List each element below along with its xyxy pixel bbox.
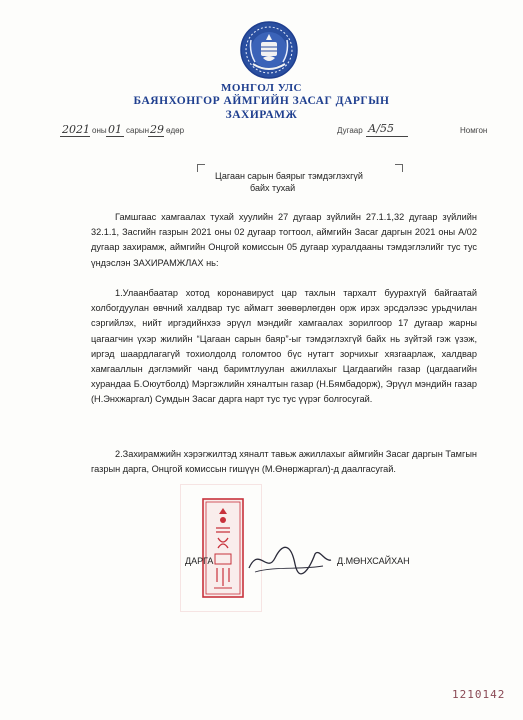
body-paragraph-2: 1.Улаанбаатар хотод коронавирусt цар тахлын тархалт буурахгүй байгаатай холбогдуулан өвчний халдвар тус аймагт зөөвөрлөгдөн орж ирэх эрсдэлээс урьдчилан сэргийлэх, нийт иргэдийнхээ эрүүл мэндийг хамгаалах зорилгоор 17 дугаар жарны цагаагчин үхэр жилийн “Цагаан сарын баяр”-ыг тэмдэглэхгүй байх нь зүйтэй гэж үзэж, иргэд шаардлагагүй тохиолдолд голомтоо бүс нутагт зорчихыг хязгаарлаж, халдвар хамгааллын дэглэмийг чанд баримтлуулан ажиллахыг Цагдаагийн газар (цагдаагийн хурандаа Б.Оюутболд) Мэргэжлийн хяналтын газар (Н.Бямбадорж), Эрүүл мэндийн газар (Н.Энхжаргал) Сумдын Засаг дарга нарт тус тус үүрэг болгосугай. [91, 288, 477, 405]
title-line-1: Цагаан сарын баярыг тэмдэглэхгүй [215, 171, 363, 181]
date-month-label: сарын [126, 126, 150, 135]
date-month-underline [106, 136, 124, 137]
country-name: МОНГОЛ УЛС [221, 82, 302, 94]
document-kind: ЗАХИРАМЖ [225, 109, 298, 121]
signatory-title: ДАРГА [185, 556, 214, 566]
date-day-label: өдөр [166, 126, 185, 135]
title-line-2: байх тухай [250, 183, 296, 193]
date-year-label: оны [92, 126, 107, 135]
date-day-handwritten: 29 [150, 123, 164, 136]
date-year-handwritten: 2021 [62, 123, 90, 136]
body-paragraph-1: Гамшгаас хамгаалах тухай хуулийн 27 дугаар зүйлийн 27.1.1,32 дугаар зүйлийн 32.1.1, Засгийн газрын 2021 оны 02 дугаар тогтоол, аймгийн Засаг даргын 2021 оны А/02 дугаар захирамж, аймгийн Онцгой комиссын 05 дугаар хуралдааны тэмдэглэлийг тус тус үндэслэн ЗАХИРАМЖЛАХ нь: [91, 212, 477, 268]
number-label: Дугаар [337, 126, 363, 135]
organization-name: БАЯНХОНГОР АЙМГИЙН ЗАСАГ ДАРГЫН [133, 95, 390, 107]
signatory-name: Д.МӨНХСАЙХАН [337, 556, 410, 566]
date-day-underline [148, 136, 164, 137]
date-year-underline [60, 136, 90, 137]
body-paragraph-3: 2.Захирамжийн хэрэгжилтэд хяналт тавьж ажиллахыг аймгийн Засаг даргын Тамгын газрын дарга, Онцгой комиссын гишүүн (М.Өнөржаргал)-д даалгасугай. [91, 449, 477, 475]
state-emblem-icon [239, 20, 299, 80]
document-title [215, 170, 415, 194]
registry-number: 1210142 [452, 688, 506, 701]
place-name: Номгон [460, 126, 488, 135]
handwritten-signature-icon [245, 540, 335, 580]
date-month-handwritten: 01 [108, 123, 122, 136]
title-bracket-top-left [197, 164, 205, 172]
document-number-handwritten: А/55 [368, 122, 395, 135]
document-number-underline [366, 136, 408, 137]
official-seal-icon [202, 498, 244, 598]
